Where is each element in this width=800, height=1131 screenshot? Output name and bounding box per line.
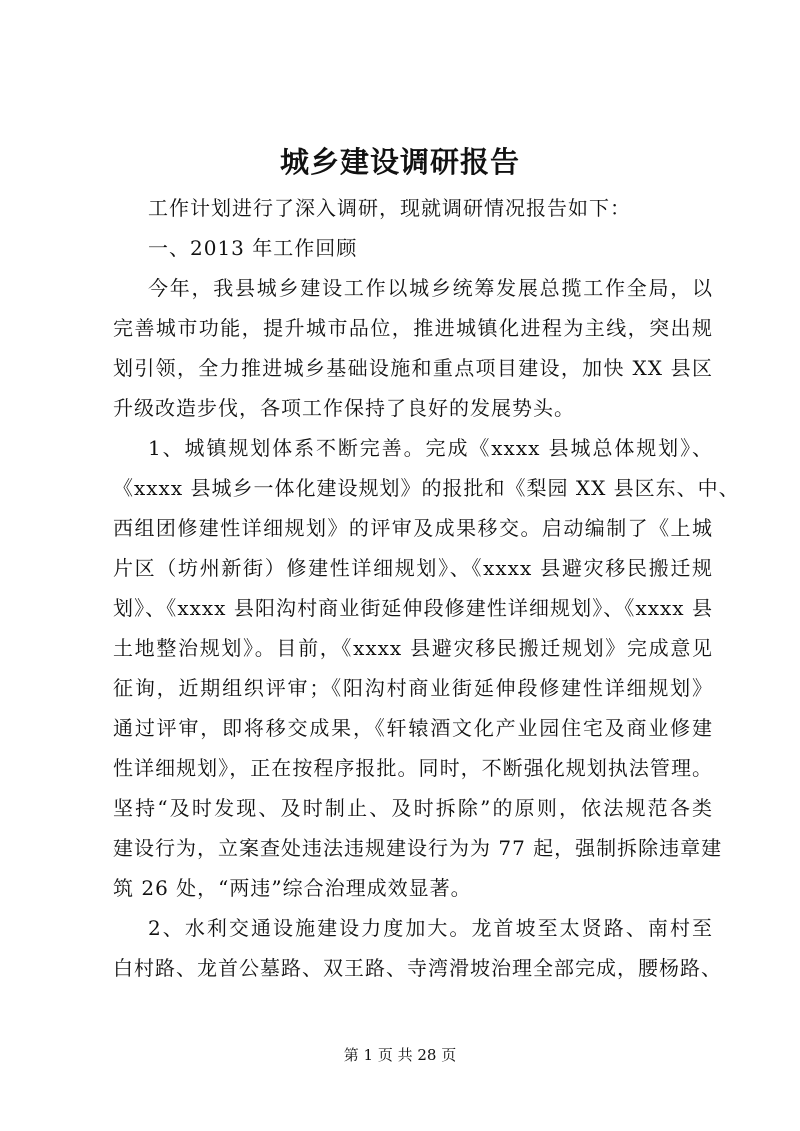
paragraph-line: 今年，我县城乡建设工作以城乡统筹发展总揽工作全局，以 xyxy=(148,276,713,300)
paragraph-line: 白村路、龙首公墓路、双王路、寺湾滑坡治理全部完成，腰杨路、 xyxy=(113,956,722,980)
paragraph-line: 划》、《xxxx 县阳沟村商业街延伸段修建性详细规划》、《xxxx 县 xyxy=(113,596,713,620)
paragraph-line: 工作计划进行了深入调研，现就调研情况报告如下： xyxy=(148,196,631,220)
paragraph-line: 坚持“及时发现、及时制止、及时拆除”的原则，依法规范各类 xyxy=(113,796,713,820)
paragraph-line: 片区（坊州新街）修建性详细规划》、《xxxx 县避灾移民搬迁规 xyxy=(113,556,713,580)
page-number: 第 1 页 共 28 页 xyxy=(343,1046,457,1064)
document-title: 城乡建设调研报告 xyxy=(279,145,520,179)
paragraph-line: 《xxxx 县城乡一体化建设规划》的报批和《梨园 XX 县区东、中、 xyxy=(113,476,740,500)
paragraph-line: 筑 26 处，“两违”综合治理成效显著。 xyxy=(113,876,472,900)
paragraph-line: 通过评审，即将移交成果，《轩辕酒文化产业园住宅及商业修建 xyxy=(113,716,713,740)
paragraph-line: 升级改造步伐，各项工作保持了良好的发展势头。 xyxy=(113,396,575,420)
paragraph-line: 土地整治规划》。目前，《xxxx 县避灾移民搬迁规划》完成意见 xyxy=(113,636,713,660)
paragraph-line: 征询，近期组织评审；《阳沟村商业街延伸段修建性详细规划》 xyxy=(113,676,713,700)
paragraph-line: 建设行为，立案查处违法违规建设行为为 77 起，强制拆除违章建 xyxy=(113,836,723,860)
paragraph-line: 2、水利交通设施建设力度加大。龙首坡至太贤路、南村至 xyxy=(148,916,713,940)
paragraph-line: 完善城市功能，提升城市品位，推进城镇化进程为主线，突出规 xyxy=(113,316,713,340)
paragraph-line: 性详细规划》，正在按程序报批。同时，不断强化规划执法管理。 xyxy=(113,756,713,780)
paragraph-line: 划引领，全力推进城乡基础设施和重点项目建设，加快 XX 县区 xyxy=(113,356,713,380)
paragraph-line: 1、城镇规划体系不断完善。完成《xxxx 县城总体规划》、 xyxy=(148,436,713,460)
paragraph-line: 西组团修建性详细规划》的评审及成果移交。启动编制了《上城 xyxy=(113,516,713,540)
section-heading: 一、2013 年工作回顾 xyxy=(148,236,358,260)
